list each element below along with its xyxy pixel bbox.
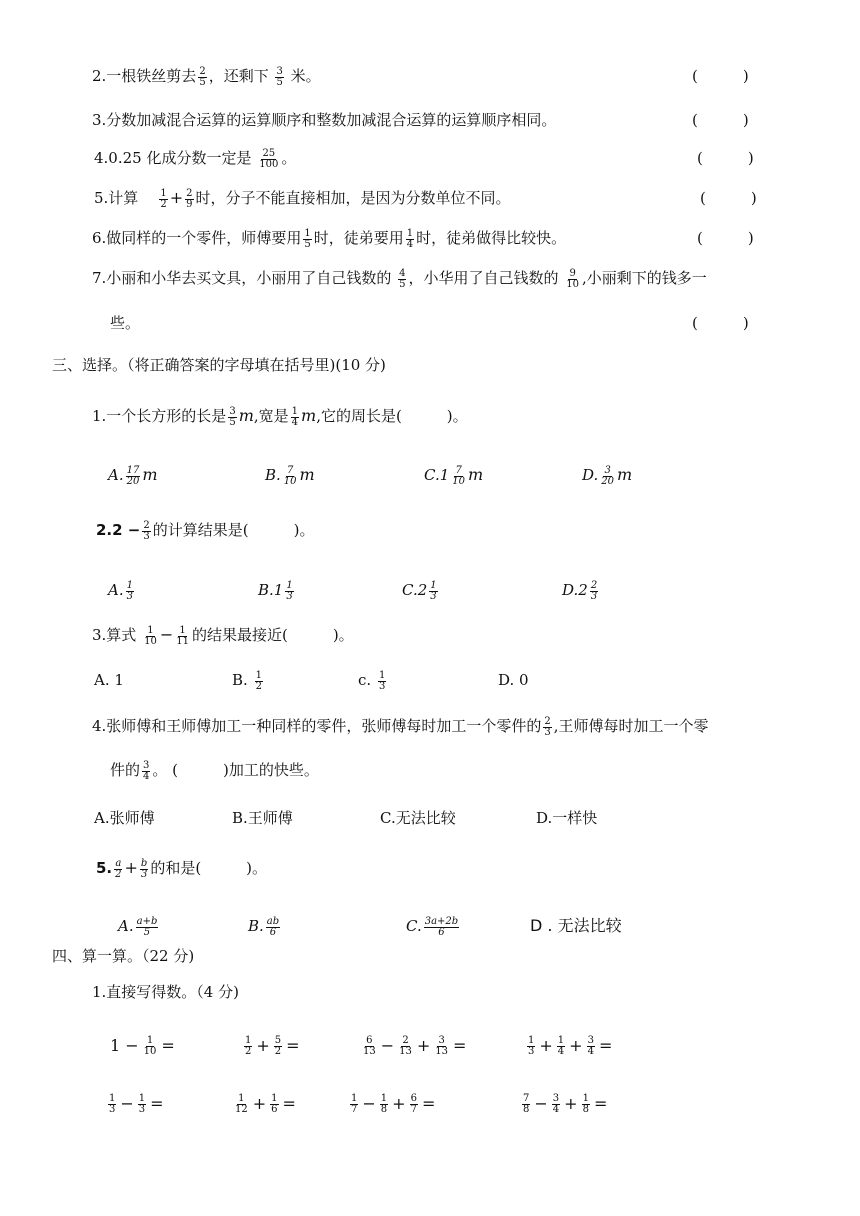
fraction: $\frac{2}{5}$ [199,65,206,88]
judge-q4 [94,148,296,170]
calc-symbol: − [120,1094,134,1113]
q-text: 时，徒弟要用 [313,229,404,247]
q-text: 的和是( )。 [150,859,268,877]
judge-q7 [92,268,707,290]
option-c[interactable]: C.无法比较 [380,809,456,827]
calc-symbol: − [380,1036,395,1055]
q-text: 6.做同样的一个零件，师傅要用 [92,229,302,247]
fraction: $\frac{1}{10}$ [144,624,157,647]
answer-paren[interactable]: ( ) [692,67,749,85]
option-b[interactable]: B. $\frac{ab}{6}$ [248,915,280,938]
fraction: $\frac{1}{6}$ [271,1093,278,1115]
choice-q2: 2.2 − $\frac{2}{3}$ 的计算结果是( )。 [96,519,315,542]
fraction: $\frac{4}{5}$ [399,267,406,290]
judge-q5: 5.计算 $\frac{1}{2}$ + $\frac{2}{9}$ 时，分子不能直接相加，是因为分数单位不同。 [94,187,511,210]
q-text: 4.张师傅和王师傅加工一种同样的零件，张师傅每时加工一个零件的 [92,717,542,735]
option-a[interactable]: A. $\frac{1}{3}$ [108,579,133,602]
option-b[interactable]: B. $\frac{7}{10}$ m [265,464,315,487]
judge-q2 [92,66,321,88]
calc-expression[interactable] [525,1036,614,1057]
calc-expression[interactable] [242,1036,302,1057]
q-text: ,小丽剩下的钱多一 [582,269,707,287]
option-a[interactable]: A. 1 [94,671,124,689]
q-text: ,宽是 [253,407,289,425]
fraction: $\frac{3}{5}$ [276,65,283,88]
calc-symbol: = [161,1036,175,1055]
fraction: $\frac{1}{2}$ [160,187,167,210]
option-a[interactable]: A. $\frac{17}{20}$ m [108,464,158,487]
q-text: 4.0.25 化成分数一定是 [94,149,252,167]
fraction: $\frac{1}{4}$ [291,405,299,428]
option-b[interactable]: B. $\frac{1}{2}$ [232,669,262,692]
option-d[interactable]: D.2 $\frac{2}{3}$ [562,579,598,602]
calc-symbol: − [534,1094,548,1113]
calc-symbol: + [256,1036,270,1055]
choice-q5: 5. $\frac{a}{2}$ + $\frac{b}{3}$ 的和是( )。 [96,857,268,880]
fraction: $\frac{5}{2}$ [274,1035,282,1057]
calc-expression[interactable] [232,1094,298,1115]
fraction: $\frac{2}{9}$ [186,187,193,210]
q-text: 5.计算 [94,189,139,207]
choice-q3: 3.算式 $\frac{1}{10}$ − $\frac{1}{11}$ 的结果最接近( )。 [92,624,354,647]
choice-q1: 1.一个长方形的长是 $\frac{3}{5}$ m,宽是 $\frac{1}{4}$ m,它的周长是( )。 [92,405,468,428]
section3-title: 三、选择。（将正确答案的字母填在括号里)(10 分) [52,356,386,374]
calc-symbol: = [453,1036,467,1055]
option-d[interactable]: D. 0 [498,671,529,689]
fraction: $\frac{1}{4}$ [557,1035,565,1057]
calc-expression[interactable] [520,1094,609,1115]
calc-symbol: = [286,1036,300,1055]
answer-paren[interactable]: ( ) [692,314,749,332]
section4-sub1: 1.直接写得数。（4 分) [92,983,239,1001]
judge-q7-cont: 些。 [110,314,141,332]
calc-symbol: = [150,1094,164,1113]
q-text: 时，徒弟做得比较快。 [416,229,567,247]
fraction: $\frac{a}{2}$ [115,857,122,880]
option-c[interactable]: C.2 $\frac{1}{3}$ [402,579,437,602]
section4-title: 四、算一算。（22 分) [52,947,195,965]
calc-symbol: = [598,1036,613,1055]
calc-symbol: = [421,1094,436,1113]
fraction: $\frac{1}{11}$ [176,624,189,647]
fraction: $\frac{2}{3}$ [544,715,551,738]
fraction: $\frac{1}{2}$ [245,1035,252,1057]
fraction: $\frac{1}{10}$ [143,1035,157,1057]
q-text: ，还剩下 [208,67,269,85]
calc-symbol: − [362,1094,376,1113]
q-text: 3.算式 [92,626,137,644]
calc-symbol: = [593,1094,608,1113]
answer-paren[interactable]: ( ) [697,149,754,167]
calc-expression[interactable] [348,1094,437,1115]
q-text: 米。 [290,67,321,85]
calc-symbol: + [569,1036,583,1055]
calc-symbol: + [416,1036,431,1055]
fraction: $\frac{1}{12}$ [235,1093,248,1115]
fraction: $\frac{1}{5}$ [304,227,311,250]
answer-paren[interactable]: ( ) [700,189,757,207]
fraction: $\frac{1}{8}$ [582,1093,589,1115]
option-d[interactable]: D. $\frac{3}{20}$ m [582,464,633,487]
q-text: ,它的周长是( )。 [316,407,468,425]
option-c[interactable]: C. $\frac{3a+2b}{6}$ [406,915,459,938]
fraction: $\frac{1}{3}$ [109,1093,116,1115]
fraction: $\frac{9}{10}$ [566,267,580,290]
calc-symbol: + [392,1094,406,1113]
fraction: $\frac{2}{13}$ [399,1035,412,1057]
option-b[interactable]: B.王师傅 [232,809,293,827]
judge-q3: 3.分数加减混合运算的运算顺序和整数加减混合运算的运算顺序相同。 [92,111,557,129]
q-text: 2.一根铁丝剪去 [92,67,197,85]
fraction: $\frac{2}{3}$ [143,519,150,542]
calc-symbol: 1 − [110,1036,139,1055]
fraction: $\frac{3}{4}$ [143,759,150,782]
fraction: $\frac{25}{100}$ [259,147,279,170]
q-text: ,王师傅每时加工一个零 [553,717,709,735]
calc-expression[interactable] [106,1094,166,1115]
calc-symbol: = [282,1094,296,1113]
q-text: 。 [281,149,297,167]
fraction: $\frac{3}{4}$ [552,1093,560,1115]
option-a[interactable]: A.张师傅 [94,809,155,827]
option-a[interactable]: A. $\frac{a+b}{5}$ [118,915,158,938]
q-text: 的计算结果是( )。 [152,521,315,539]
option-d[interactable]: D . 无法比较 [530,916,622,935]
fraction: $\frac{3}{4}$ [587,1035,594,1057]
calc-symbol: + [252,1094,267,1113]
answer-paren[interactable]: ( ) [692,111,749,129]
q-text: 的结果最接近( )。 [191,626,354,644]
calc-symbol: + [539,1036,553,1055]
fraction: $\frac{1}{7}$ [351,1093,358,1115]
fraction: $\frac{1}{4}$ [406,227,414,250]
fraction: $\frac{b}{3}$ [140,857,148,880]
q-text: 7.小丽和小华去买文具，小丽用了自己钱数的 [92,269,392,287]
fraction: $\frac{1}{8}$ [380,1093,388,1115]
q-text: 时，分子不能直接相加，是因为分数单位不同。 [195,189,511,207]
fraction: $\frac{1}{3}$ [528,1035,535,1057]
q-text: ，小华用了自己钱数的 [408,269,559,287]
fraction: $\frac{1}{3}$ [138,1093,146,1115]
option-b[interactable]: B.1 $\frac{1}{3}$ [258,579,293,602]
fraction: $\frac{7}{8}$ [523,1093,530,1115]
answer-paren[interactable]: ( ) [697,229,754,247]
calc-symbol: + [564,1094,578,1113]
calc-expression[interactable] [108,1036,177,1057]
choice-q4-cont: 件的 $\frac{3}{4}$ 。 ( )加工的快些。 [110,759,319,782]
fraction: $\frac{6}{13}$ [363,1035,376,1057]
option-c[interactable]: c. $\frac{1}{3}$ [358,669,386,692]
fraction: $\frac{3}{13}$ [435,1035,449,1057]
fraction: $\frac{3}{5}$ [229,405,236,428]
option-d[interactable]: D.一样快 [536,809,598,827]
option-c[interactable]: C.1 $\frac{7}{10}$ m [424,464,484,487]
fraction: $\frac{6}{7}$ [410,1093,417,1115]
choice-q4 [92,716,708,738]
judge-q6 [92,228,566,250]
calc-expression[interactable] [360,1036,468,1057]
q-text: 1.一个长方形的长是 [92,407,227,425]
